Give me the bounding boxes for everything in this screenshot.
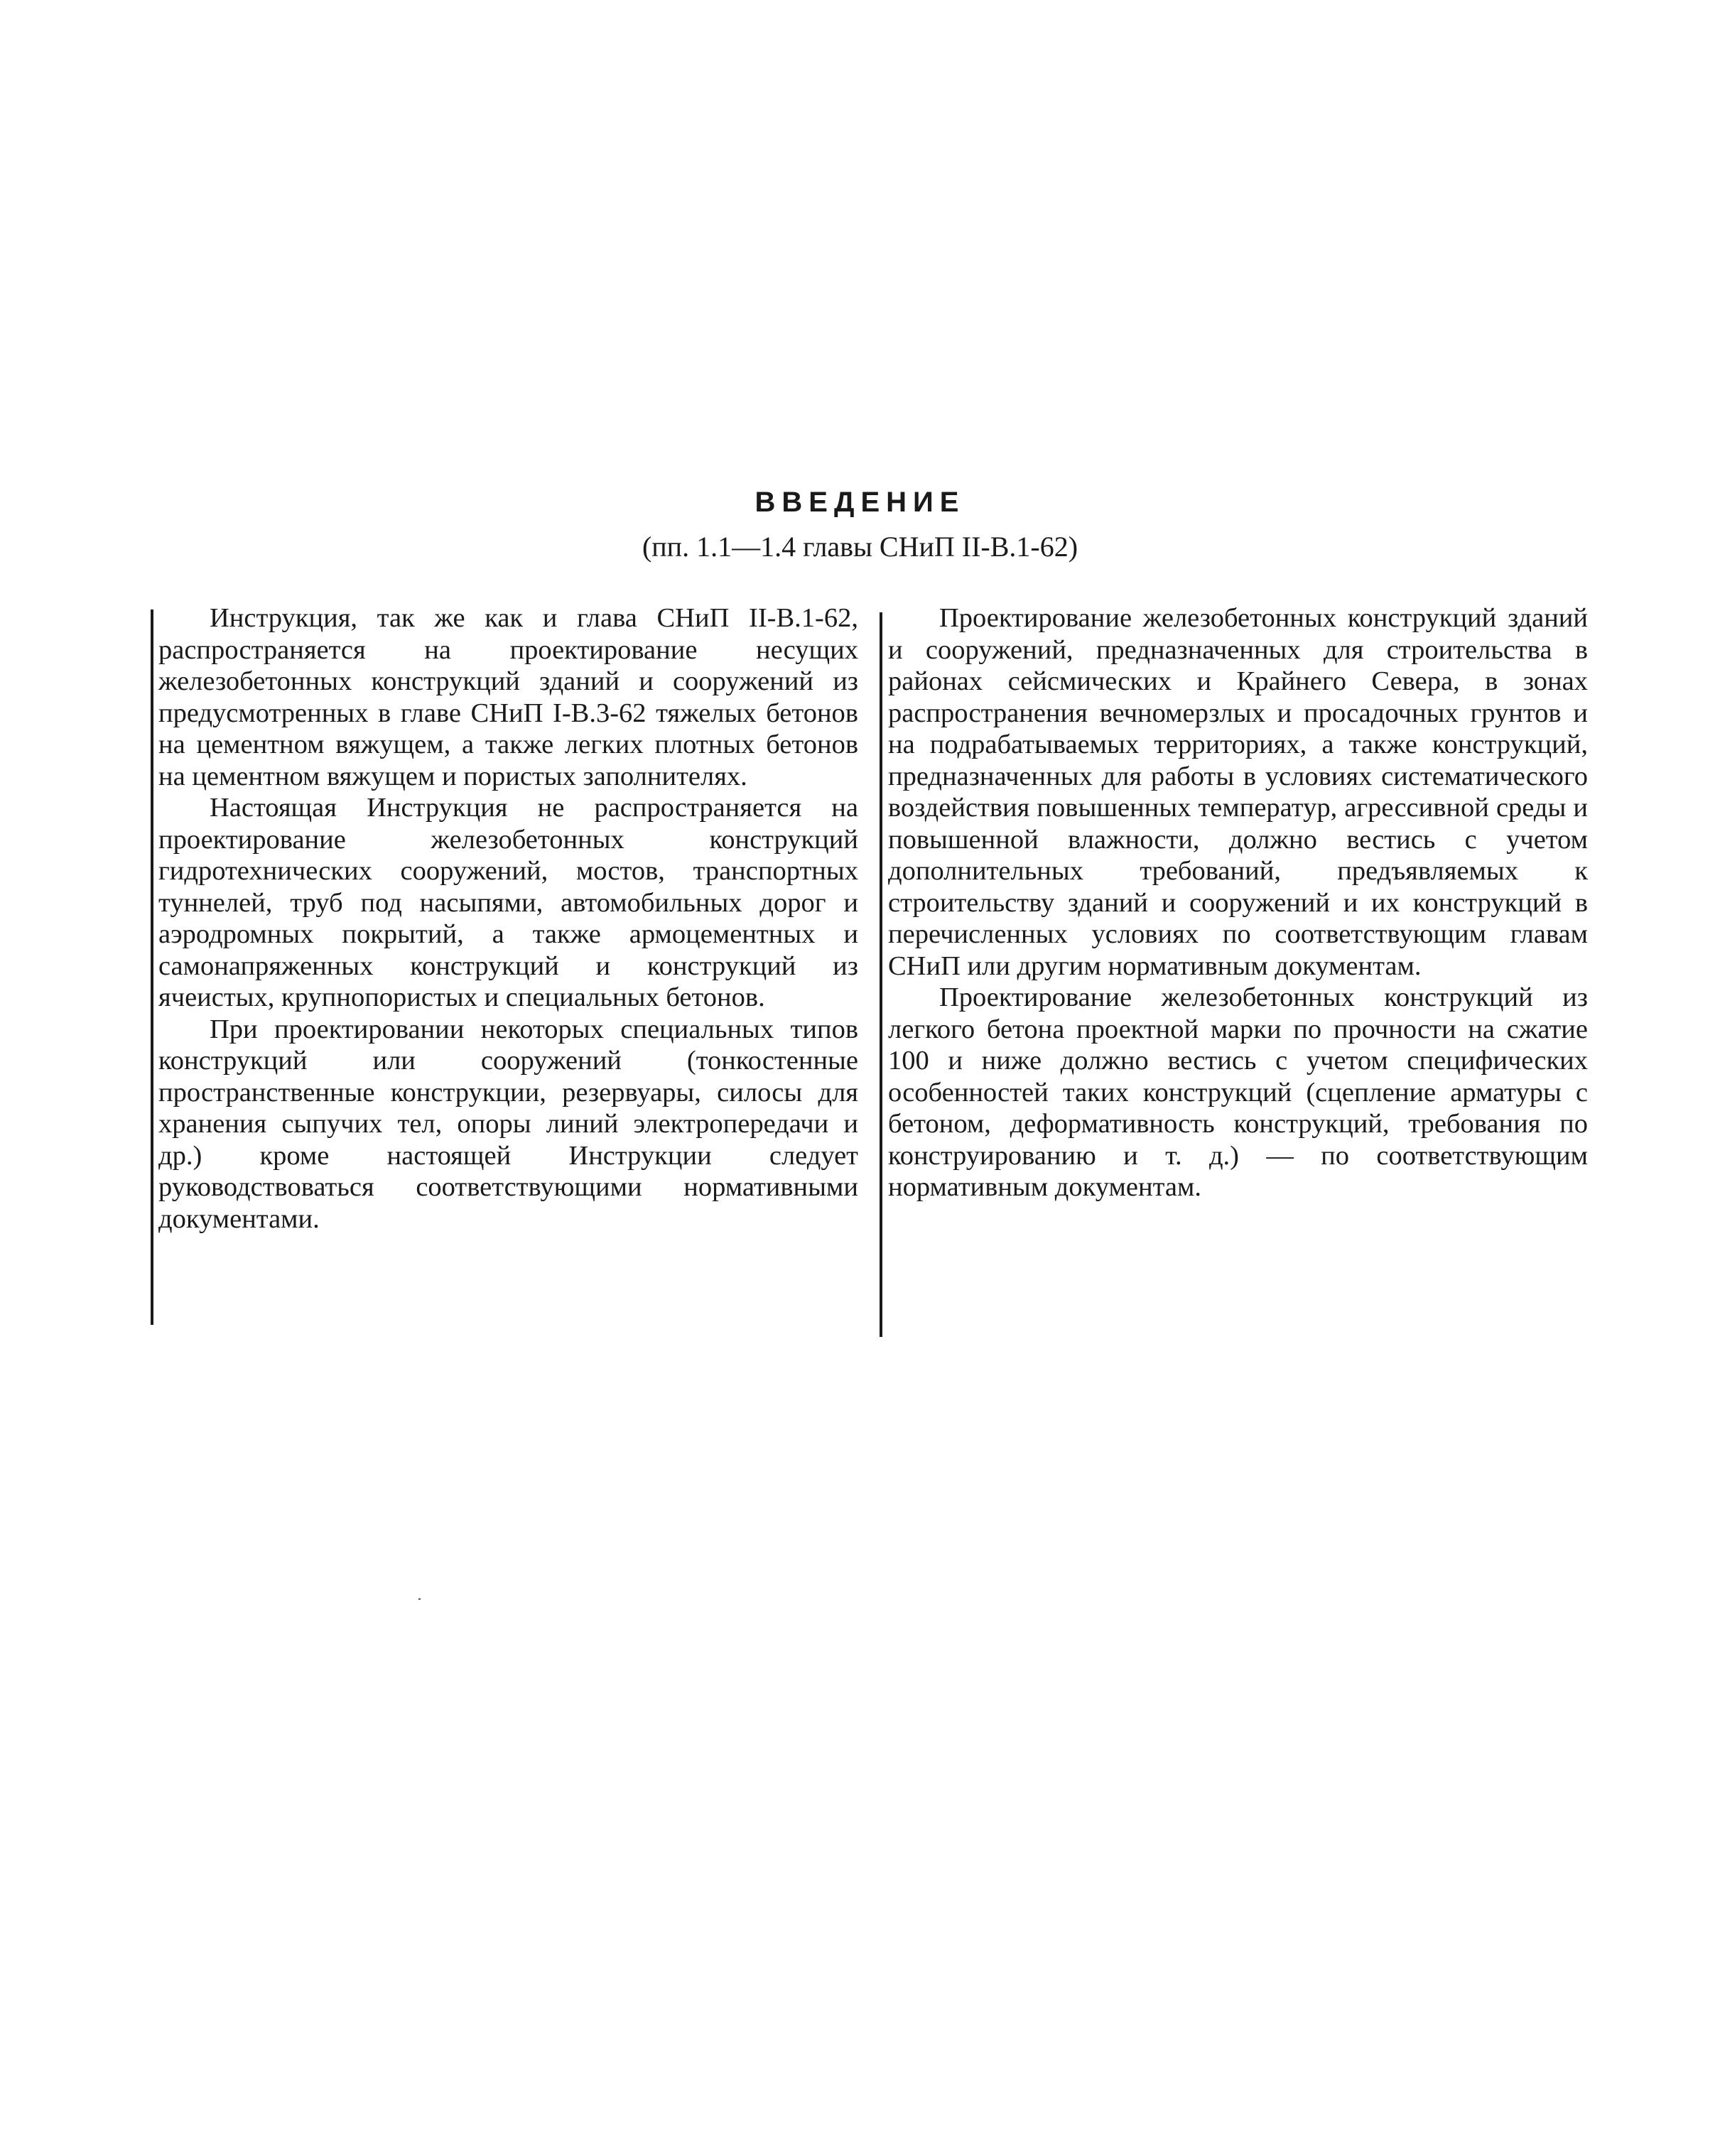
paragraph: При проектировании некоторых специальных типов конструкций или сооружений (тонкостенные пространственные конструкции, резервуары, силосы для хранения сыпучих тел, опоры линий электропередачи и др.) кроме настоящей Инструкции следует руководствоваться соответствующими нормативными документами. [158,1014,858,1234]
left-column [158,602,858,1235]
paragraph: Настоящая Инструкция не распространяется на проектирование железобетонных конструкций гидротехнических сооружений, мостов, транспортных туннелей, труб под насыпями, автомобильных дорог и аэродромных покрытий, а также армоцементных и самонапряженных конструкций и конструкций из ячеистых, крупнопористых и специальных бетонов. [158,793,858,1012]
section-title: ВВЕДЕНИЕ [754,487,966,518]
paragraph: Инструкция, так же как и глава СНиП II-В.1-62, распространяется на проектирование несущих железобетонных конструкций зданий и сооружений из предусмотренных в главе СНиП I-В.3-62 тяжелых бетонов на цементном вяжущем, а также легких плотных бетонов на цементном вяжущем и пористых заполнителях. [158,603,858,791]
margin-rule-right [880,612,882,1337]
paragraph: Проектирование железобетонных конструкций зданий и сооружений, предназначенных для строительства в районах сейсмических и Крайнего Севера, в зонах распространения вечномерзлых и просадочных грунтов и на подрабатываемых территориях, а также конструкций, предназначенных для работы в условиях систематического воздействия повышенных температур, агрессивной среды и повышенной влажности, должно вестись с учетом дополнительных требований, предъявляемых к строительству зданий и сооружений и их конструкций в перечисленных условиях по соответствующим главам СНиП или другим нормативным документам. [888,603,1588,981]
paragraph: Проектирование железобетонных конструкций из легкого бетона проектной марки по прочности на сжатие 100 и ниже должно вестись с учетом специфических особенностей таких конструкций (сцепление арматуры с бетоном, деформативность конструкций, требования по конструированию и т. д.) — по соответствующим нормативным документам. [888,982,1588,1202]
margin-rule-left [151,610,153,1325]
right-column [888,602,1588,1203]
section-subtitle: (пп. 1.1—1.4 главы СНиП II-В.1-62) [642,531,1078,563]
scan-speck [418,1598,421,1600]
